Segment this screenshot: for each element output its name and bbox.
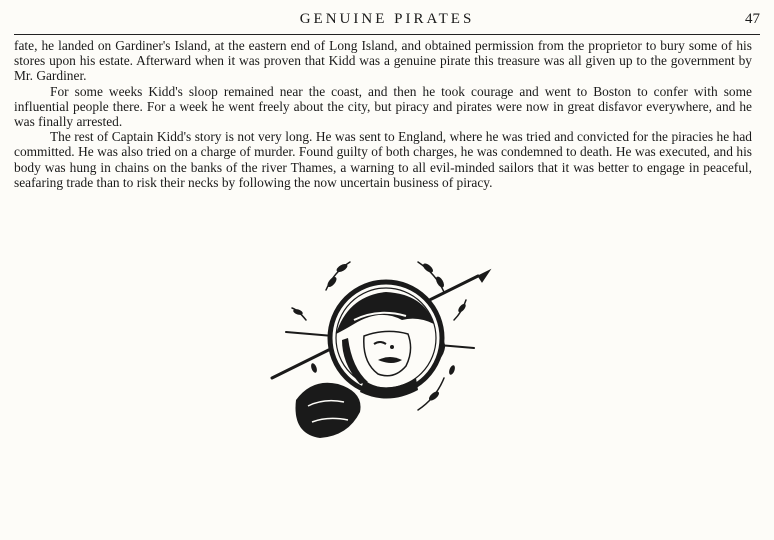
paragraph-continuation: fate, he landed on Gardiner's Island, at the eastern end of Long Island, and obtained permission from the proprietor to bury some of his stores upon his estate. Afterward when it was proven that Kidd was a genuine pirate this treasure was all given up to the government by Mr. Gardiner. (14, 38, 752, 84)
paragraph-execution: The rest of Captain Kidd's story is not very long. He was sent to England, where he was tried and convicted for the piracies he had committed. He was also tried on a charge of murder. Found guilty of both charges, he was condemned to death. He was executed, and his body was hung in chains on the banks of the river Thames, a warning to all evil-minded sailors that it was better to engage in peaceful, seafaring trade than to risk their necks by following the now uncertain business of piracy. (14, 129, 752, 190)
running-title: GENUINE PIRATES (299, 11, 475, 27)
page-header (14, 8, 760, 35)
pirate-portrait-vignette-icon (268, 250, 496, 450)
paragraph-boston: For some weeks Kidd's sloop remained near the coast, and then he took courage and went to Boston to confer with some influential people there. For a week he went freely about the city, but piracy and pirates were now in great disfavor everywhere, and he was finally arrested. (14, 83, 752, 130)
page-number: 47 (745, 11, 760, 27)
body-text (14, 38, 752, 190)
